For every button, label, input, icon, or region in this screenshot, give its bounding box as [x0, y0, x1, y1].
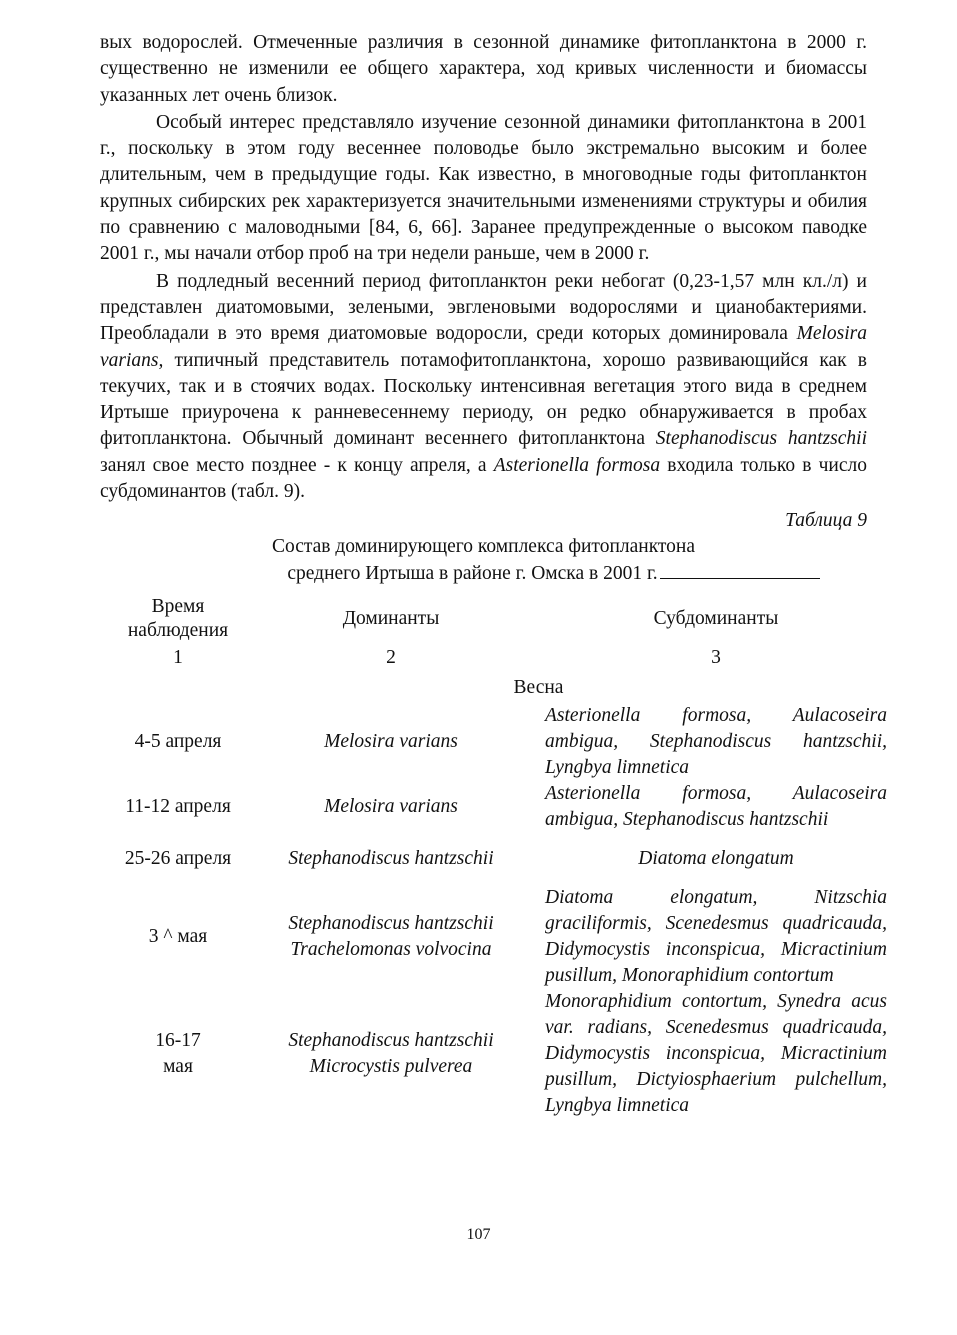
table-row [100, 781, 887, 833]
header-subdominants: Субдоминанты [653, 608, 779, 630]
row-subdominants: Diatoma elongatum, Nitzschia graciliformis, Scenedesmus quadricauda, Didymocystis inconspicua, Micractinium pusillum, Monoraphidium contortum [545, 887, 887, 987]
row-subdominants: Asterionella formosa, Aulacoseira ambigua, Stephanodiscus hantzschii, Lyngbya limnetica [545, 705, 887, 779]
table-row [100, 703, 887, 781]
table-caption-line-2: среднего Иртыша в районе г. Омска в 2001 г. [287, 563, 658, 585]
row-subdominants: Diatoma elongatum [638, 848, 794, 870]
row-time: 25-26 апреля [124, 848, 232, 870]
paragraph-2: Особый интерес представляло изучение сезонной динамики фитопланктона в 2001 г., поскольку в этом году весеннее половодье было экстремально высоким и более длительным, чем в предыдущие годы. Как известно, в многоводные годы фитопланктон крупных сибирских рек характеризуется значительными изменениями структуры и обилия по сравнению с маловодными [84, 6, 66]. Заранее предупрежденные о высоком паводке 2001 г., мы начали отбор проб на три недели раньше, чем в 2000 г. [100, 111, 867, 265]
table-row [100, 885, 887, 989]
table-season-row [100, 673, 887, 703]
header-time: Время наблюдения [127, 596, 229, 642]
species-stephanodiscus: Stephanodiscus hantzschii [655, 428, 867, 450]
row-dominants: Melosira varians [324, 796, 458, 818]
paragraph-3-text-d: входила только в число субдоминантов (табл. 9). [100, 454, 867, 503]
row-dominants: Stephanodiscus hantzschii Trachelomonas volvocina [288, 913, 494, 961]
table-row [100, 833, 887, 885]
col-number-2: 2 [386, 647, 396, 669]
col-number-3: 3 [711, 647, 721, 669]
species-melosira: Melosira varians, [100, 323, 867, 371]
table-caption [100, 534, 867, 587]
row-dominants: Stephanodiscus hantzschii Microcystis pulverea [288, 1030, 494, 1078]
table-caption-line-1: Состав доминирующего комплекса фитопланктона [271, 536, 696, 558]
row-dominants: Melosira varians [324, 731, 458, 753]
row-subdominants: Monoraphidium contortum, Synedra acus var. radians, Scenedesmus quadricauda, Didymocystis inconspicua, Micractinium pusillum, Dictyiosphaerium pulchellum, Lyngbya limnetica [545, 991, 887, 1117]
header-dominants: Доминанты [342, 608, 440, 630]
row-time: 3 ^ мая [148, 926, 208, 948]
paragraph-3-text-c: занял свое место позднее - к концу апреля, а [100, 454, 494, 476]
row-subdominants: Asterionella formosa, Aulacoseira ambigua, Stephanodiscus hantzschii [545, 783, 887, 831]
caption-underline [660, 560, 820, 579]
season-label: Весна [513, 677, 564, 699]
row-time: 16-17 мая [155, 1030, 201, 1078]
row-dominants: Stephanodiscus hantzschii [288, 848, 494, 870]
paragraph-3 [100, 269, 867, 506]
row-time: 4-5 апреля [134, 731, 222, 753]
paragraph-3-text-b: типичный представитель потамофитопланктона, хорошо развивающийся как в текучих, так и в стоячих водах. Поскольку интенсивная вегетация этого вида в среднем Иртыше приурочена к ранневесеннему периоду, он редко обнаруживается в пробах фитопланктона. Обычный доминант весеннего фитопланктона [100, 349, 867, 450]
table-caption-line-2-wrap [100, 560, 867, 587]
table-label: Таблица 9 [785, 510, 867, 532]
table-row [100, 989, 887, 1119]
page-body [100, 30, 887, 1119]
col-number-1: 1 [173, 647, 183, 669]
paragraph-1: вых водорослей. Отмеченные различия в сезонной динамике фитопланктона в 2000 г. существенно не изменили ее общего характера, ход кривых численности и биомассы указанных лет очень близок. [100, 32, 867, 106]
row-time: 11-12 апреля [125, 796, 231, 818]
species-asterionella: Asterionella formosa [493, 454, 661, 476]
table-header-row [100, 595, 887, 643]
table-number-row [100, 643, 887, 673]
paragraph-3-text-a: В подледный весенний период фитопланктон реки небогат (0,23-1,57 млн кл./л) и представлен диатомовыми, зелеными, эвгленовыми водорослями и цианобактериями. Преобладали в это время диатомовые водоросли, среди которых доминировала [100, 270, 867, 345]
page-number: 107 [466, 1226, 491, 1243]
dominants-table [100, 595, 887, 1119]
